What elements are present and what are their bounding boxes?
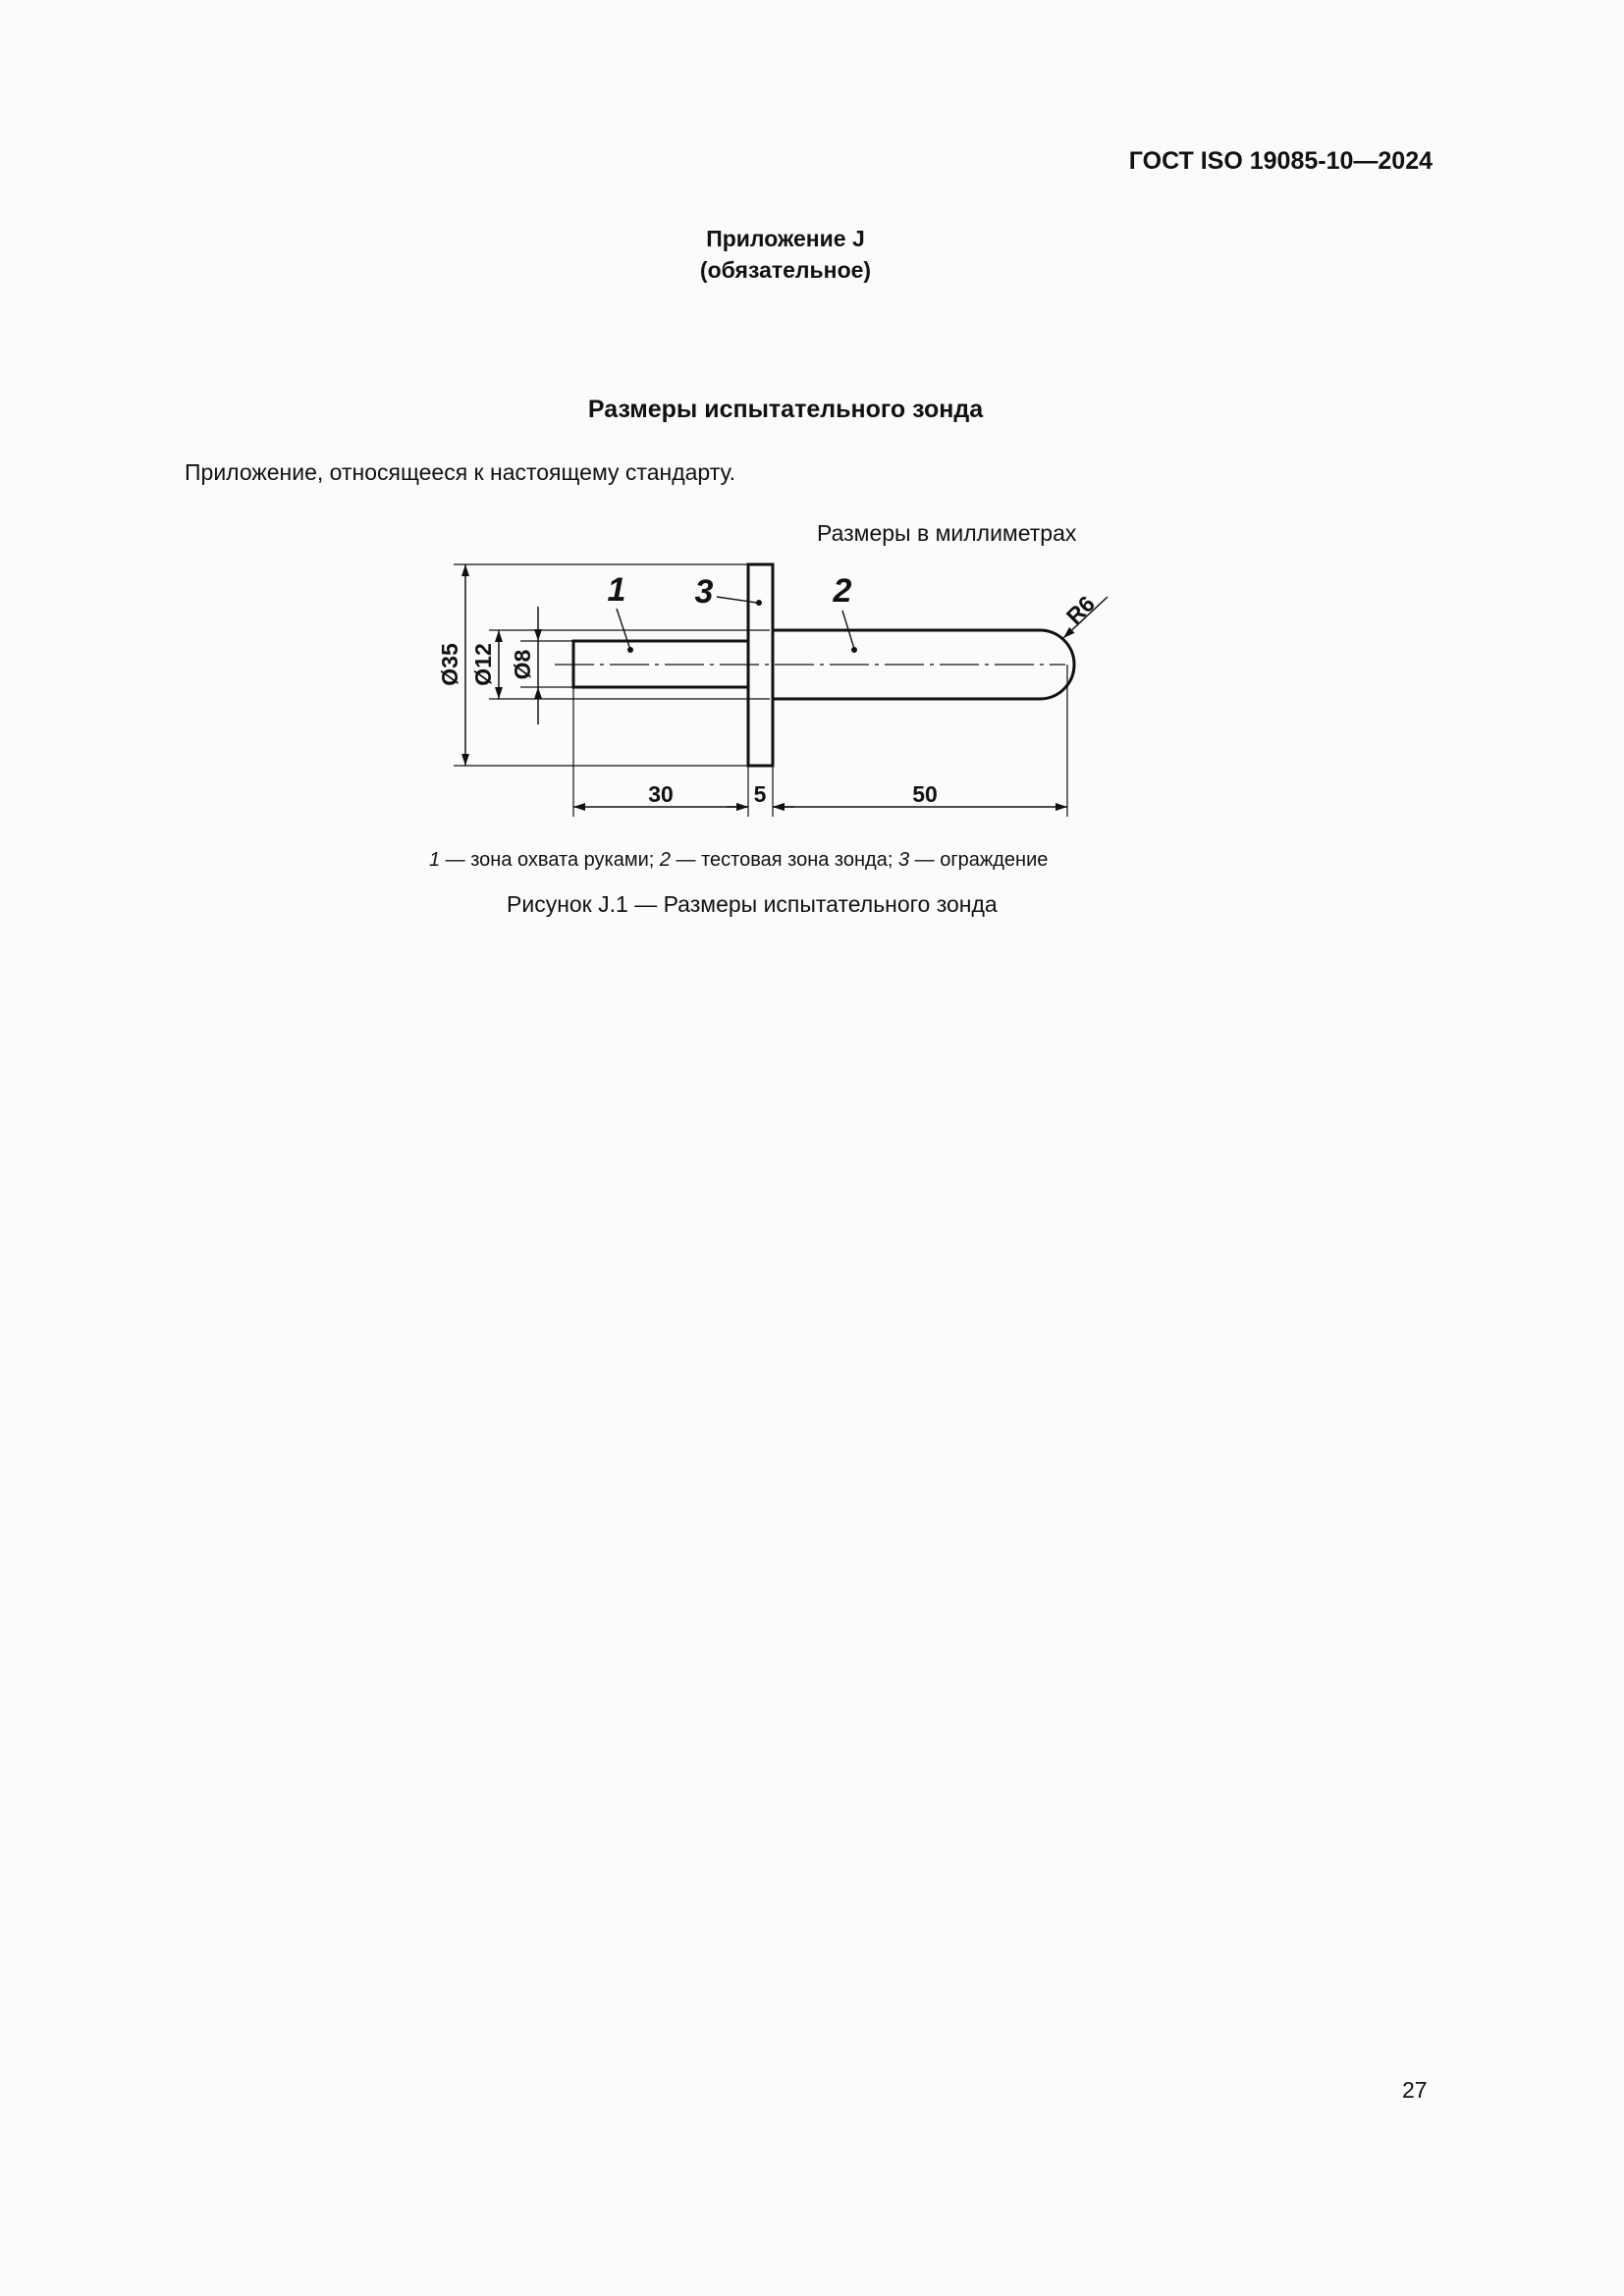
figure-legend: 1 — зона охвата руками; 2 — тестовая зона зонда; 3 — ограждение — [429, 849, 1049, 871]
probe-drawing — [0, 0, 1624, 883]
callout-2: 2 — [833, 572, 852, 610]
section-title: Размеры испытательного зонда — [587, 396, 984, 423]
dim-30: 30 — [648, 781, 674, 807]
document-code: ГОСТ ISO 19085-10—2024 — [1128, 147, 1433, 175]
units-note: Размеры в миллиметрах — [817, 520, 1077, 546]
annex-title: Приложение J — [706, 226, 865, 251]
figure-caption: Рисунок J.1 — Размеры испытательного зонда — [507, 891, 998, 917]
dim-d12: Ø12 — [470, 643, 496, 686]
dim-5: 5 — [753, 781, 767, 807]
callout-3: 3 — [694, 573, 714, 611]
dim-r6: R6 — [1060, 590, 1100, 629]
page-number: 27 — [1402, 2077, 1428, 2103]
intro-paragraph: Приложение, относящееся к настоящему стандарту. — [185, 459, 736, 485]
annex-status: (обязательное) — [699, 257, 872, 283]
dim-d8: Ø8 — [510, 649, 535, 680]
callout-1: 1 — [607, 571, 626, 609]
dim-d35: Ø35 — [437, 643, 462, 686]
dim-50: 50 — [912, 781, 938, 807]
